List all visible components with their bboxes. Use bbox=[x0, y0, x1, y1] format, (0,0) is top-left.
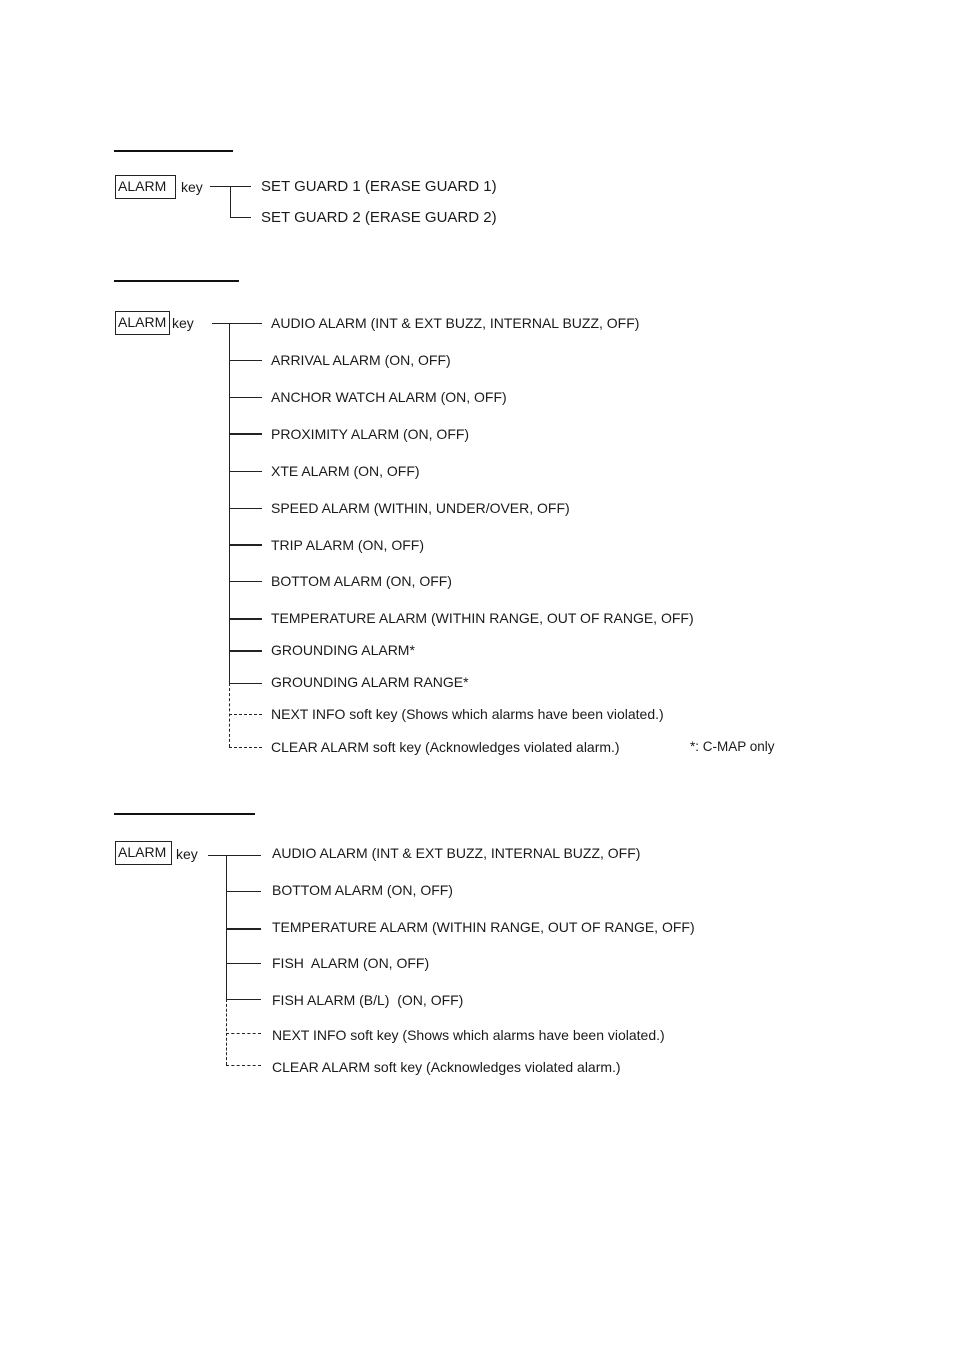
section2-heading-rule bbox=[114, 280, 239, 282]
menu-item: SET GUARD 2 (ERASE GUARD 2) bbox=[261, 209, 497, 226]
tree-branch bbox=[226, 999, 261, 1000]
menu-item: BOTTOM ALARM (ON, OFF) bbox=[271, 573, 452, 589]
section3-heading-rule bbox=[114, 813, 255, 815]
key-suffix: key bbox=[181, 179, 203, 195]
tree-connector bbox=[212, 323, 262, 324]
menu-item: ANCHOR WATCH ALARM (ON, OFF) bbox=[271, 389, 507, 405]
menu-item: PROXIMITY ALARM (ON, OFF) bbox=[271, 426, 470, 442]
menu-item: BOTTOM ALARM (ON, OFF) bbox=[272, 882, 453, 898]
section1-heading-rule bbox=[114, 150, 233, 152]
tree-trunk-dashed bbox=[226, 999, 227, 1065]
soft-key-item: CLEAR ALARM soft key (Acknowledges violated alarm.) bbox=[272, 1059, 621, 1075]
tree-branch-dashed bbox=[226, 1065, 261, 1066]
menu-item: GROUNDING ALARM* bbox=[271, 642, 415, 658]
tree-branch bbox=[229, 471, 262, 472]
tree-branch bbox=[229, 508, 262, 509]
soft-key-item: CLEAR ALARM soft key (Acknowledges violated alarm.) bbox=[271, 739, 620, 755]
tree-branch bbox=[226, 891, 261, 892]
soft-key-item: NEXT INFO soft key (Shows which alarms have been violated.) bbox=[271, 706, 664, 722]
menu-item: SET GUARD 1 (ERASE GUARD 1) bbox=[261, 178, 497, 195]
menu-item: ARRIVAL ALARM (ON, OFF) bbox=[271, 352, 451, 368]
alarm-key-label: ALARM bbox=[118, 844, 167, 860]
alarm-key bbox=[115, 841, 172, 865]
tree-branch-dashed bbox=[229, 714, 262, 715]
menu-item: GROUNDING ALARM RANGE* bbox=[271, 674, 469, 690]
tree-branch bbox=[229, 618, 262, 620]
alarm-key bbox=[115, 175, 176, 199]
menu-item: TRIP ALARM (ON, OFF) bbox=[271, 537, 424, 553]
tree-connector bbox=[208, 855, 261, 856]
tree-branch bbox=[229, 360, 262, 361]
key-suffix: key bbox=[176, 846, 198, 862]
tree-branch bbox=[229, 397, 262, 398]
tree-branch bbox=[226, 928, 261, 930]
footnote: *: C-MAP only bbox=[690, 739, 775, 754]
menu-item: AUDIO ALARM (INT & EXT BUZZ, INTERNAL BUZZ, OFF) bbox=[272, 845, 641, 861]
menu-item: FISH ALARM (B/L) (ON, OFF) bbox=[272, 992, 464, 1008]
menu-item: AUDIO ALARM (INT & EXT BUZZ, INTERNAL BUZZ, OFF) bbox=[271, 315, 640, 331]
tree-branch bbox=[229, 683, 262, 684]
menu-item: TEMPERATURE ALARM (WITHIN RANGE, OUT OF RANGE, OFF) bbox=[272, 919, 695, 935]
tree-branch bbox=[229, 544, 262, 546]
tree-branch bbox=[229, 433, 262, 435]
menu-item: SPEED ALARM (WITHIN, UNDER/OVER, OFF) bbox=[271, 500, 570, 516]
tree-branch bbox=[230, 217, 251, 218]
tree-branch bbox=[229, 650, 262, 652]
tree-branch bbox=[229, 581, 262, 582]
alarm-key-label: ALARM bbox=[118, 178, 167, 194]
alarm-key-label: ALARM bbox=[118, 314, 167, 330]
tree-trunk-dashed bbox=[229, 683, 230, 747]
tree-trunk bbox=[230, 186, 231, 217]
tree-branch-dashed bbox=[226, 1033, 261, 1034]
tree-branch-dashed bbox=[229, 747, 262, 748]
menu-item: TEMPERATURE ALARM (WITHIN RANGE, OUT OF RANGE, OFF) bbox=[271, 610, 694, 626]
alarm-key bbox=[115, 311, 170, 335]
tree-branch bbox=[226, 963, 261, 964]
menu-item: XTE ALARM (ON, OFF) bbox=[271, 463, 420, 479]
key-suffix: key bbox=[172, 315, 194, 331]
tree-trunk bbox=[229, 323, 230, 683]
menu-item: FISH ALARM (ON, OFF) bbox=[272, 955, 430, 971]
soft-key-item: NEXT INFO soft key (Shows which alarms have been violated.) bbox=[272, 1027, 665, 1043]
